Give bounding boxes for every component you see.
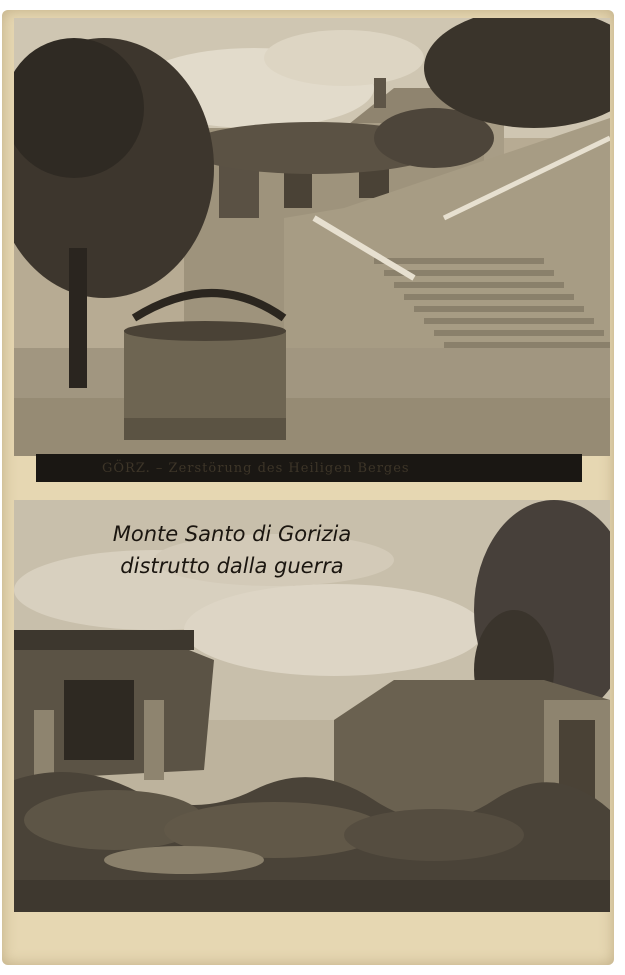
caption-bar [36, 454, 582, 482]
postcard [2, 10, 614, 965]
caption-text: GÖRZ. – Zerstörung des Heiligen Berges [102, 461, 410, 476]
courtyard-well-photo [14, 18, 610, 456]
postcard-title-line-1: Monte Santo di Gorizia [112, 522, 352, 546]
postcard-title-line-2: distrutto dalla guerra [120, 554, 344, 578]
